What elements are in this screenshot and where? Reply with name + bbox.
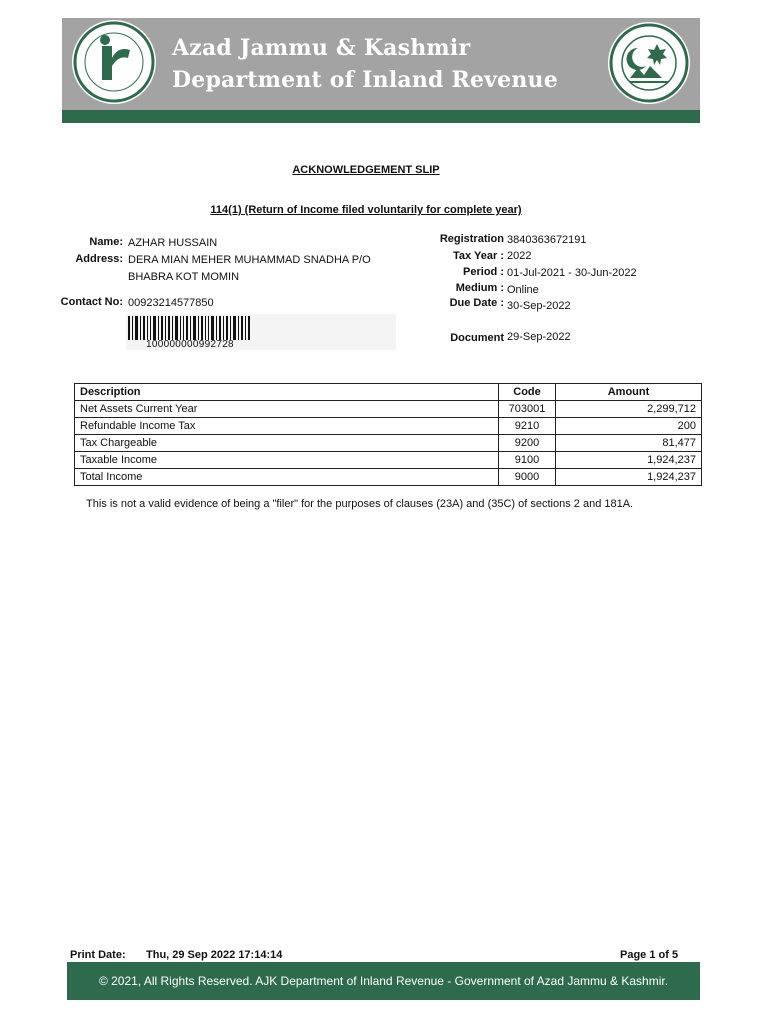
row-description: Net Assets Current Year xyxy=(75,401,499,418)
row-amount: 1,924,237 xyxy=(556,452,702,469)
table-row xyxy=(75,401,702,418)
print-date-value: Thu, 29 Sep 2022 17:14:14 xyxy=(146,949,283,961)
registration-label: Registration xyxy=(439,233,504,245)
period-label: Period : xyxy=(463,266,504,278)
table-row xyxy=(75,452,702,469)
name-value: AZHAR HUSSAIN xyxy=(128,237,218,249)
column-header-description: Description xyxy=(75,384,499,401)
copyright-text: © 2021, All Rights Reserved. AJK Department of Inland Revenue - Government of Azad Jammu & Kashmir. xyxy=(98,974,669,988)
due-date-value: 30-Sep-2022 xyxy=(507,300,571,312)
period-value: 01-Jul-2021 - 30-Jun-2022 xyxy=(507,267,637,279)
row-code: 9000 xyxy=(499,469,556,486)
medium-label: Medium : xyxy=(455,282,504,294)
row-amount: 81,477 xyxy=(556,435,702,452)
row-description: Total Income xyxy=(75,469,499,486)
slip-title: ACKNOWLEDGEMENT SLIP xyxy=(292,164,440,176)
row-amount: 2,299,712 xyxy=(556,401,702,418)
header-title-line1: Azad Jammu & Kashmir xyxy=(172,35,471,61)
barcode-image xyxy=(126,316,254,340)
column-header-amount: Amount xyxy=(556,384,702,401)
column-header-code: Code xyxy=(499,384,556,401)
row-description: Refundable Income Tax xyxy=(75,418,499,435)
header-title-line2: Department of Inland Revenue xyxy=(172,67,558,93)
due-date-label: Due Date : xyxy=(449,297,504,309)
registration-value: 3840363672191 xyxy=(507,234,587,246)
ajk-government-seal xyxy=(608,22,690,104)
page-indicator: Page 1 of 5 xyxy=(620,949,679,961)
header-title xyxy=(172,32,558,96)
address-line2: BHABRA KOT MOMIN xyxy=(128,271,240,283)
row-description: Tax Chargeable xyxy=(75,435,499,452)
name-label: Name: xyxy=(89,236,123,248)
contact-label: Contact No: xyxy=(60,296,123,308)
inland-revenue-logo xyxy=(72,20,156,104)
tax-year-label: Tax Year : xyxy=(453,250,504,262)
row-description: Taxable Income xyxy=(75,452,499,469)
document-value: 29-Sep-2022 xyxy=(507,331,571,343)
table-row xyxy=(75,469,702,486)
table-header-row xyxy=(75,384,702,401)
header-accent-strip xyxy=(62,110,700,123)
tax-year-value: 2022 xyxy=(507,250,532,262)
print-date-label: Print Date: xyxy=(70,949,126,961)
row-code: 9210 xyxy=(499,418,556,435)
row-code: 9200 xyxy=(499,435,556,452)
filer-disclaimer-note: This is not a valid evidence of being a "filer" for the purposes of clauses (23A) and (35C) of sections 2 and 181A. xyxy=(86,498,634,510)
address-label: Address: xyxy=(75,253,123,265)
medium-value: Online xyxy=(507,284,539,296)
row-amount: 1,924,237 xyxy=(556,469,702,486)
row-code: 9100 xyxy=(499,452,556,469)
contact-value: 00923214577850 xyxy=(128,297,214,309)
income-table xyxy=(74,383,702,486)
address-line1: DERA MIAN MEHER MUHAMMAD SNADHA P/O xyxy=(128,254,371,266)
row-code: 703001 xyxy=(499,401,556,418)
table-row xyxy=(75,435,702,452)
document-label: Document xyxy=(450,332,504,344)
slip-subtitle: 114(1) (Return of Income filed voluntarily for complete year) xyxy=(210,204,522,216)
table-row xyxy=(75,418,702,435)
barcode-number: 100000000992728 xyxy=(146,339,234,350)
row-amount: 200 xyxy=(556,418,702,435)
copyright-footer xyxy=(67,962,700,1000)
